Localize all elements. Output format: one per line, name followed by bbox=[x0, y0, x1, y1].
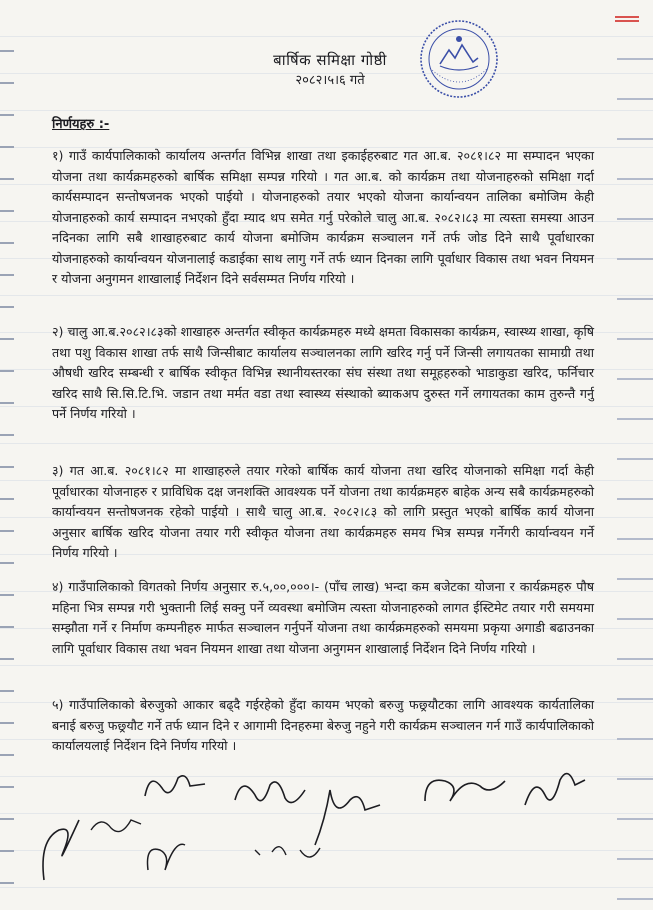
decision-paragraph-2: २) चालु आ.ब.२०८२।८३को शाखाहरु अन्तर्गत स्वीकृत कार्यक्रमहरु मध्ये क्षमता विकासका कार्यक्रम, स्वास्थ्य शाखा, कृषि तथा पशु विकास शाखा तर्फ साथै जिन्सीबाट कार्यालय सञ्चालनका लागि खरिद गर्नु पर्ने जिन्सी लगायतका सामाग्री तथा औषधी खरिद सम्बन्धी र बार्षिक स्वीकृत विभिन्न स्थानीयस्तरका संघ संस्था तथा समूहहरुको भाडाकुडा खरिद, फर्निचार खरिद साथै सि.सि.टि.भि. जडान तथा मर्मत वडा तथा स्वास्थ्य संस्थाको ब्याकअप दुरुस्त गर्ने लगायतका काम तुरुन्तै गर्नु पर्ने निर्णय गरियो । bbox=[52, 324, 594, 421]
signature-5 bbox=[230, 770, 310, 820]
signature-4 bbox=[140, 830, 190, 880]
red-rule-mark bbox=[615, 20, 639, 22]
decisions-heading: निर्णयहरु :- bbox=[52, 117, 110, 132]
left-margin-marks bbox=[0, 20, 14, 900]
decision-paragraph-1: १) गाउँ कार्यपालिकाको कार्यालय अन्तर्गत विभिन्न शाखा तथा इकाईहरुबाट गत आ.ब. २०८१।८२ मा सम्पादन भएका योजना तथा कार्यक्रमहरुको बार्षिक समिक्षा सम्पन्न गरियो । गत आ.ब. को कार्यक्रम तथा योजनाहरुको समिक्षा गर्दा कार्यसम्पादन सन्तोषजनक भएको पाईयो । योजनाहरुको तयार भएको योजना कार्यान्वयन तालिका बमोजिम केही योजनाहरुको कार्य सम्पादन नभएको हुँदा म्याद थप समेत गर्नु परेकोले चालु आ.ब. २०८२।८३ मा त्यस्ता समस्या आउन नदिनका लागि सबै शाखाहरुबाट कार्य योजना बमोजिम कार्यक्रम सञ्चालन गर्ने तर्फ जोड दिने साथै पूर्वाधारका योजनाहरुको कार्यान्वयन योजनालाई कडाईका साथ लागु गर्ने तर्फ ध्यान दिनका लागि पूर्वाधार विकास तथा भवन नियमन र योजना अनुगमन शाखालाई निर्देशन दिने सर्वसम्मत निर्णय गरियो । bbox=[52, 148, 594, 286]
signature-9 bbox=[520, 760, 590, 820]
right-margin-marks bbox=[617, 20, 653, 900]
signature-1 bbox=[34, 800, 94, 890]
red-rule-mark bbox=[615, 16, 639, 18]
document-date: २०८२।५।६ गते bbox=[295, 73, 365, 88]
document-title: बार्षिक समिक्षा गोष्ठी bbox=[273, 51, 387, 69]
office-seal bbox=[418, 18, 500, 100]
signature-3 bbox=[140, 766, 210, 806]
signature-2 bbox=[86, 810, 146, 840]
signature-8 bbox=[420, 766, 510, 816]
decision-paragraph-5: ५) गाउँपालिकाको बेरुजुको आकार बढ्दै गईरहेको हुँदा कायम भएको बरुजु फछ्र्यौटका लागि आवश्यक कार्यतालिका बनाई बरुजु फछ्र्यौट गर्ने तर्फ ध्यान दिने र आगामी दिनहरुमा बेरुजु नहुने गरी कार्यक्रम सञ्चालन गर्न गाउँ कार्यपालिकाको कार्यालयलाई निर्देशन दिने निर्णय गरियो । bbox=[52, 697, 594, 753]
decision-paragraph-4: ४) गाउँपालिकाको विगतको निर्णय अनुसार रु.५,००,०००।- (पाँच लाख) भन्दा कम बजेटका योजना र कार्यक्रमहरु पौष महिना भित्र सम्पन्न गरी भुक्तानी लिई सक्नु पर्ने व्यवस्था बमोजिम त्यस्ता योजनाहरुको लागत ईस्टिमेट तयार गरी समयमा सम्झौता गर्ने र निर्माण कम्पनीहरु मार्फत सञ्चालन गर्नुपर्ने योजना तथा कार्यक्रमहरुको समयमा प्रकृया अगाडी बढाउनका लागि पूर्वाधार विकास तथा भवन नियमन शाखा तथा योजना अनुगमन शाखालाई निर्देशन दिने निर्णय गरियो । bbox=[52, 579, 594, 656]
signature-7 bbox=[305, 780, 385, 850]
decision-paragraph-3: ३) गत आ.ब. २०८१।८२ मा शाखाहरुले तयार गरेको बार्षिक कार्य योजना तथा खरिद योजनाको समिक्षा गर्दा केही पूर्वाधारका योजनाहरु र प्राविधिक दक्ष जनशक्ति आवश्यक पर्ने योजना तथा कार्यक्रमहरु बाहेक अन्य सबै कार्यक्रमहरुको कार्यान्वयन सन्तोषजनक रहेको पाईयो । साथै चालु आ.ब. २०८२।८३ को लागि प्रस्तुत भएको बार्षिक कार्य योजना अनुसार बार्षिक खरिद योजना तयार गरी स्वीकृत योजना तथा कार्यक्रमहरु समय भित्र सम्पन्न गर्नेगरी कार्यान्वयन गर्ने निर्णय गरियो । bbox=[52, 463, 594, 560]
